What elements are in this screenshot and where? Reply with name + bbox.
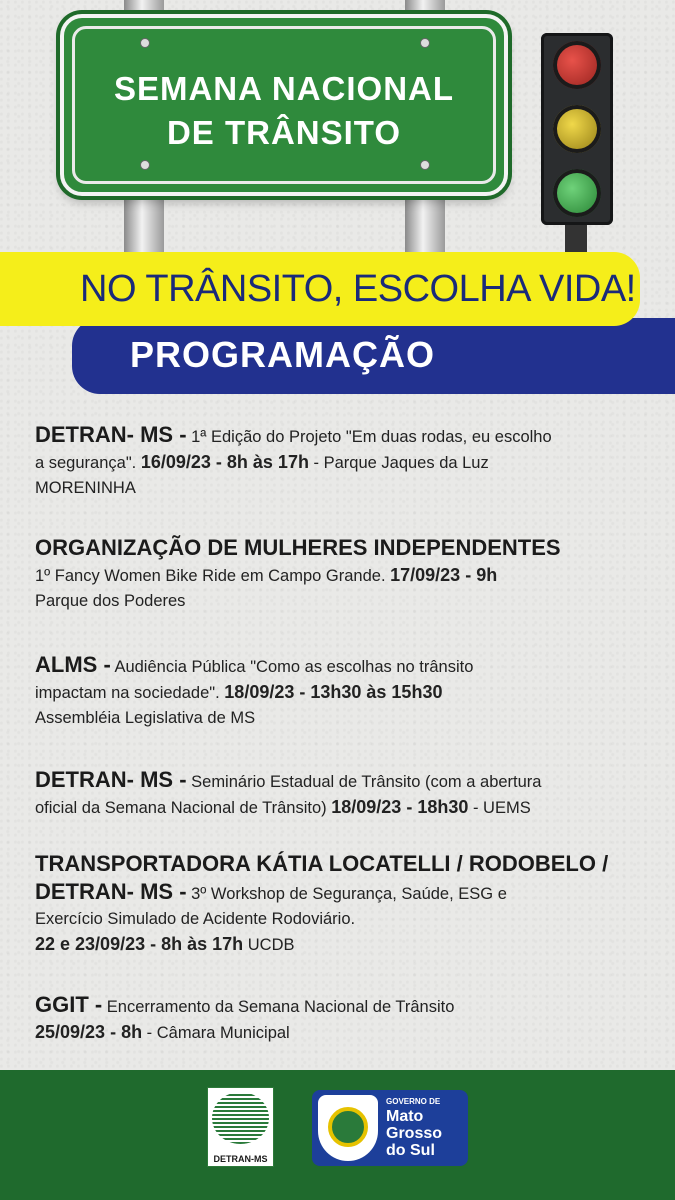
coat-of-arms-emblem <box>328 1107 368 1147</box>
event-text: 3º Workshop de Segurança, Saúde, ESG e <box>186 885 507 903</box>
detran-logo <box>207 1087 274 1167</box>
event-text: - Câmara Municipal <box>142 1024 290 1042</box>
event-text: Audiência Pública "Como as escolhas no trânsito <box>110 658 474 676</box>
slogan-text: NO TRÂNSITO, ESCOLHA VIDA! <box>80 268 636 310</box>
event-text: Encerramento da Semana Nacional de Trânsito <box>102 998 455 1016</box>
traffic-light-icon <box>541 33 613 225</box>
event-organizer: TRANSPORTADORA KÁTIA LOCATELLI / RODOBELO / <box>35 851 609 876</box>
event-text: oficial da Semana Nacional de Trânsito) <box>35 799 332 817</box>
gov-logo-line2: Grosso <box>386 1125 443 1142</box>
sign-post-right <box>405 0 445 14</box>
sign-post-right-lower <box>405 196 445 254</box>
event-organizer: ALMS - <box>35 652 111 677</box>
event-text: Exercício Simulado de Acidente Rodoviário. <box>35 910 356 928</box>
event-organizer: ORGANIZAÇÃO DE MULHERES INDEPENDENTES <box>35 535 561 560</box>
event-date: 17/09/23 - 9h <box>390 565 498 585</box>
detran-logo-text: DETRAN-MS <box>213 1154 268 1164</box>
event-date: 22 e 23/09/23 - 8h às 17h <box>35 934 244 954</box>
section-title: PROGRAMAÇÃO <box>130 334 435 375</box>
event-text: a segurança". <box>35 454 141 472</box>
event-date: 18/09/23 - 18h30 <box>331 797 469 817</box>
sign-post-left <box>124 0 164 14</box>
sign-title-line1: SEMANA NACIONAL <box>113 70 455 107</box>
traffic-light-green-lamp <box>553 169 601 217</box>
event-item <box>35 535 650 614</box>
coat-of-arms-icon <box>318 1095 378 1161</box>
event-text: Parque dos Poderes <box>35 592 186 610</box>
event-item <box>35 992 650 1046</box>
event-item <box>35 422 650 501</box>
gov-logo-line1: Mato <box>386 1108 424 1125</box>
event-organizer: DETRAN- MS - <box>35 422 187 447</box>
sign-bolt <box>140 38 150 48</box>
event-text: Seminário Estadual de Trânsito (com a abertura <box>186 773 542 791</box>
event-item <box>35 767 650 821</box>
gov-logo-line3: do Sul <box>386 1142 435 1159</box>
event-organizer: GGIT - <box>35 992 103 1017</box>
sign-bolt <box>420 38 430 48</box>
event-text: UCDB <box>243 936 295 954</box>
event-text: 1º Fancy Women Bike Ride em Campo Grande. <box>35 567 391 585</box>
event-organizer: DETRAN- MS - <box>35 767 187 792</box>
detran-globe-icon <box>212 1092 269 1144</box>
event-text: impactam na sociedade". <box>35 684 225 702</box>
event-text: - UEMS <box>468 799 531 817</box>
traffic-light-red-lamp <box>553 41 601 89</box>
event-date: 18/09/23 - 13h30 às 15h30 <box>224 682 443 702</box>
sign-bolt <box>140 160 150 170</box>
event-text: 1ª Edição do Projeto "Em duas rodas, eu escolho <box>186 428 552 446</box>
government-logo <box>312 1090 468 1166</box>
gov-logo-small-text: GOVERNO DE <box>386 1097 441 1106</box>
sign-bolt <box>420 160 430 170</box>
traffic-light-yellow-lamp <box>553 105 601 153</box>
event-item <box>35 851 650 958</box>
event-text: MORENINHA <box>35 479 136 497</box>
event-date: 16/09/23 - 8h às 17h <box>140 452 309 472</box>
sign-title-line2: DE TRÂNSITO <box>166 114 402 151</box>
event-organizer-secondary: DETRAN- MS - <box>35 879 187 904</box>
road-sign <box>60 14 508 196</box>
event-text: - Parque Jaques da Luz <box>308 454 489 472</box>
event-date: 25/09/23 - 8h <box>35 1022 143 1042</box>
event-text: Assembléia Legislativa de MS <box>35 709 256 727</box>
event-list <box>35 422 650 1066</box>
sign-post-left-lower <box>124 196 164 254</box>
event-item <box>35 652 650 731</box>
